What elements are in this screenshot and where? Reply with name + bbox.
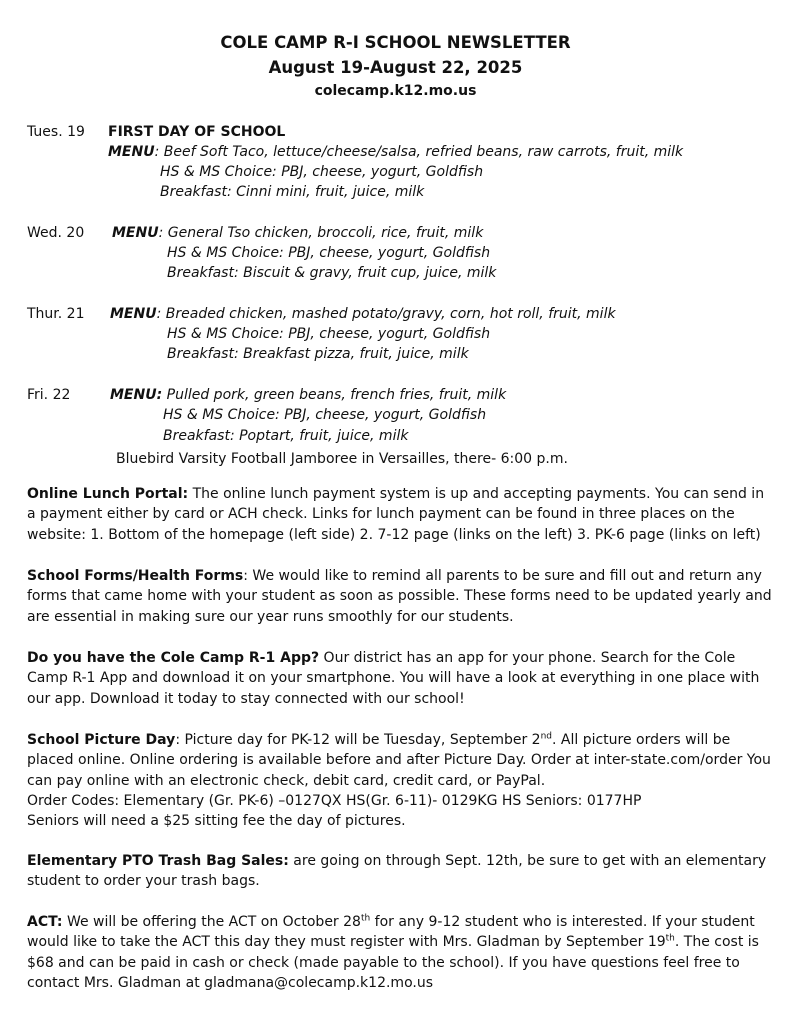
newsletter-header bbox=[0, 30, 791, 102]
lunch-portal-body: The online lunch payment system is up and accepting payments. You can send in a payment either by card or ACH check. Links for lunch payment can be found in three places on the website: 1. Bottom of the homepage (left side) 2. 7-12 page (links on the left) 3. PK-6 page (links on left) bbox=[27, 486, 765, 543]
menu-line-thu bbox=[110, 304, 616, 324]
breakfast-line-fri: Breakfast: Poptart, fruit, juice, milk bbox=[163, 428, 409, 444]
picture-day-body-cont: . All picture orders will be placed online. Online ordering is available before and after Picture Day. Order at inter-state.com/order You can pay online with an electronic check, debit card, credit card, or PayPal. bbox=[27, 732, 771, 789]
superscript: th bbox=[360, 913, 371, 924]
menu-items: : General Tso chicken, broccoli, rice, fruit, milk bbox=[158, 225, 484, 241]
superscript: nd bbox=[540, 731, 552, 742]
menu-line-wed bbox=[112, 223, 483, 243]
act-body-end: . The cost is $68 and can be paid in cash or check (made payable to the school). If you have questions feel free to contact Mrs. Gladman at gladmana@colecamp.k12.mo.us bbox=[27, 934, 759, 991]
superscript: th bbox=[665, 933, 675, 944]
seniors-fee: Seniors will need a $25 sitting fee the day of pictures. bbox=[27, 813, 406, 830]
choice-line-wed: HS & MS Choice: PBJ, cheese, yogurt, Goldfish bbox=[167, 245, 491, 261]
menu-label: MENU bbox=[110, 306, 157, 322]
menu-label: MENU bbox=[108, 144, 155, 160]
day-label-wed: Wed. 20 bbox=[27, 225, 85, 241]
newsletter-dates: August 19-August 22, 2025 bbox=[268, 58, 523, 77]
day-label-thu: Thur. 21 bbox=[27, 306, 85, 322]
first-day-heading: FIRST DAY OF SCHOOL bbox=[108, 124, 286, 140]
picture-day-section bbox=[27, 730, 775, 831]
choice-line-fri: HS & MS Choice: PBJ, cheese, yogurt, Goldfish bbox=[163, 407, 487, 423]
breakfast-line-thu: Breakfast: Breakfast pizza, fruit, juice, milk bbox=[167, 346, 469, 362]
breakfast-line-tue: Breakfast: Cinni mini, fruit, juice, milk bbox=[160, 184, 425, 200]
picture-day-heading: School Picture Day bbox=[27, 732, 176, 748]
newsletter-title: COLE CAMP R-I SCHOOL NEWSLETTER bbox=[220, 33, 571, 52]
menu-label: MENU bbox=[112, 225, 159, 241]
day-label-tue: Tues. 19 bbox=[27, 124, 85, 140]
menu-items: : Beef Soft Taco, lettuce/cheese/salsa, refried beans, raw carrots, fruit, milk bbox=[154, 144, 684, 160]
act-heading: ACT: bbox=[27, 914, 63, 930]
school-website: colecamp.k12.mo.us bbox=[314, 83, 477, 99]
forms-body: : We would like to remind all parents to be sure and fill out and return any forms that came home with your student as soon as possible. These forms need to be updated yearly and are essential in making sure our year runs smoothly for our students. bbox=[27, 568, 772, 625]
pto-section bbox=[27, 851, 775, 892]
breakfast-line-wed: Breakfast: Biscuit & gravy, fruit cup, juice, milk bbox=[167, 265, 497, 281]
choice-line-tue: HS & MS Choice: PBJ, cheese, yogurt, Goldfish bbox=[160, 164, 484, 180]
order-codes: Order Codes: Elementary (Gr. PK-6) –0127QX HS(Gr. 6-11)- 0129KG HS Seniors: 0177HP bbox=[27, 792, 642, 809]
menu-items: Pulled pork, green beans, french fries, fruit, milk bbox=[162, 387, 507, 403]
picture-day-body: : Picture day for PK-12 will be Tuesday, September 2 bbox=[175, 732, 541, 748]
day-label-fri: Fri. 22 bbox=[27, 387, 71, 403]
app-section bbox=[27, 648, 775, 709]
football-event: Bluebird Varsity Football Jamboree in Versailles, there- 6:00 p.m. bbox=[116, 451, 568, 467]
act-body: We will be offering the ACT on October 28 bbox=[62, 914, 361, 930]
pto-body: are going on through Sept. 12th, be sure to get with an elementary student to order your trash bags. bbox=[27, 853, 767, 890]
forms-section bbox=[27, 566, 775, 627]
menu-line-fri bbox=[110, 385, 506, 405]
act-section bbox=[27, 912, 775, 993]
act-body-cont: for any 9-12 student who is interested. If your student would like to take the ACT this day they must register with Mrs. Gladman by September 19 bbox=[27, 914, 755, 951]
app-body: Our district has an app for your phone. Search for the Cole Camp R-1 App and download it on your smartphone. You will have a look at everything in one place with our app. Download it today to stay connected with our school! bbox=[27, 650, 760, 707]
menu-label: MENU: bbox=[110, 387, 163, 403]
pto-heading: Elementary PTO Trash Bag Sales: bbox=[27, 853, 289, 869]
menu-items: : Breaded chicken, mashed potato/gravy, corn, hot roll, fruit, milk bbox=[156, 306, 616, 322]
lunch-portal-section bbox=[27, 484, 775, 545]
choice-line-thu: HS & MS Choice: PBJ, cheese, yogurt, Goldfish bbox=[167, 326, 491, 342]
forms-heading: School Forms/Health Forms bbox=[27, 568, 244, 584]
lunch-portal-heading: Online Lunch Portal: bbox=[27, 486, 189, 502]
app-heading: Do you have the Cole Camp R-1 App? bbox=[27, 650, 320, 666]
menu-line-tue bbox=[108, 142, 683, 162]
